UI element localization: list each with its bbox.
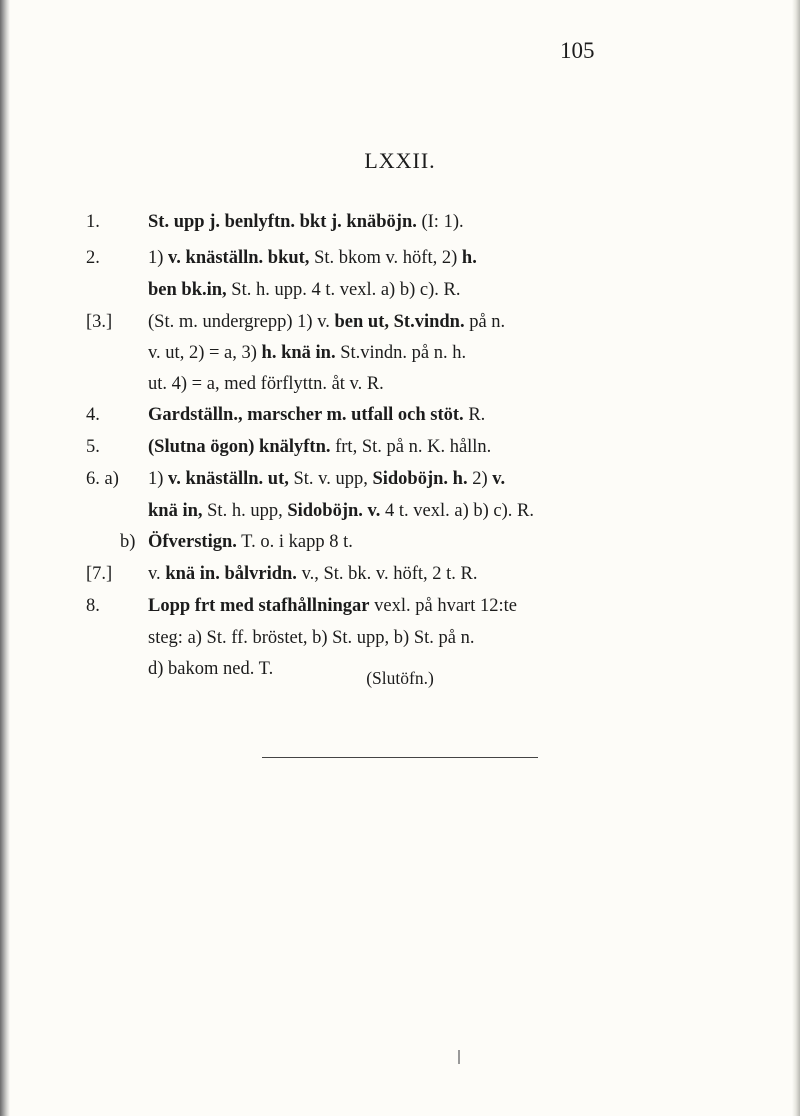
entry-number: 1. [86, 212, 100, 232]
entry-number: [7.] [86, 564, 113, 584]
entry-3-line-1: (St. m. undergrepp) 1) v. ben ut, St.vindn. på n. [148, 312, 506, 332]
entry-number: 5. [86, 437, 100, 457]
section-title: LXXII. [364, 148, 436, 173]
entry-1-line-1: St. upp j. benlyftn. bkt j. knäböjn. (I: 1). [148, 212, 464, 232]
entry-number: 8. [86, 596, 100, 616]
page-number: 105 [560, 38, 595, 63]
entry-6b-line-1: Öfverstign. T. o. i kapp 8 t. [148, 532, 353, 552]
entry-6a-line-2: knä in, St. h. upp, Sidoböjn. v. 4 t. vexl. a) b) c). R. [148, 501, 535, 521]
entry-7-line-1: v. knä in. bålvridn. v., St. bk. v. höft, 2 t. R. [148, 564, 478, 584]
entry-3-line-2: v. ut, 2) = a, 3) h. knä in. St.vindn. på n. h. [148, 343, 467, 363]
entry-2-line-1: 1) v. knäställn. bkut, St. bkom v. höft, 2) h. [148, 248, 477, 268]
end-rule [262, 757, 538, 758]
entry-5-line-1: (Slutna ögon) knälyftn. frt, St. på n. K. hålln. [148, 437, 492, 457]
entry-3-line-3: ut. 4) = a, med förflyttn. åt v. R. [148, 374, 384, 394]
closing-note: (Slutöfn.) [366, 668, 434, 688]
entry-number: 2. [86, 248, 100, 268]
entry-4-line-1: Gardställn., marscher m. utfall och stöt. R. [148, 405, 486, 425]
entry-number: [3.] [86, 312, 113, 332]
entry-6a-line-1: 1) v. knäställn. ut, St. v. upp, Sidoböjn. h. 2) v. [148, 469, 506, 489]
entry-number: b) [120, 532, 136, 552]
entry-8-line-3: d) bakom ned. T. [148, 659, 274, 679]
entry-8-line-2: steg: a) St. ff. bröstet, b) St. upp, b) St. på n. [148, 628, 475, 648]
entry-2-line-2: ben bk.in, St. h. upp. 4 t. vexl. a) b) c). R. [148, 280, 461, 300]
entry-number: 6. a) [86, 469, 119, 489]
entry-8-line-1: Lopp frt med stafhållningar vexl. på hvart 12:te [148, 596, 517, 616]
entry-number: 4. [86, 405, 100, 425]
paper-speck [458, 1050, 460, 1064]
